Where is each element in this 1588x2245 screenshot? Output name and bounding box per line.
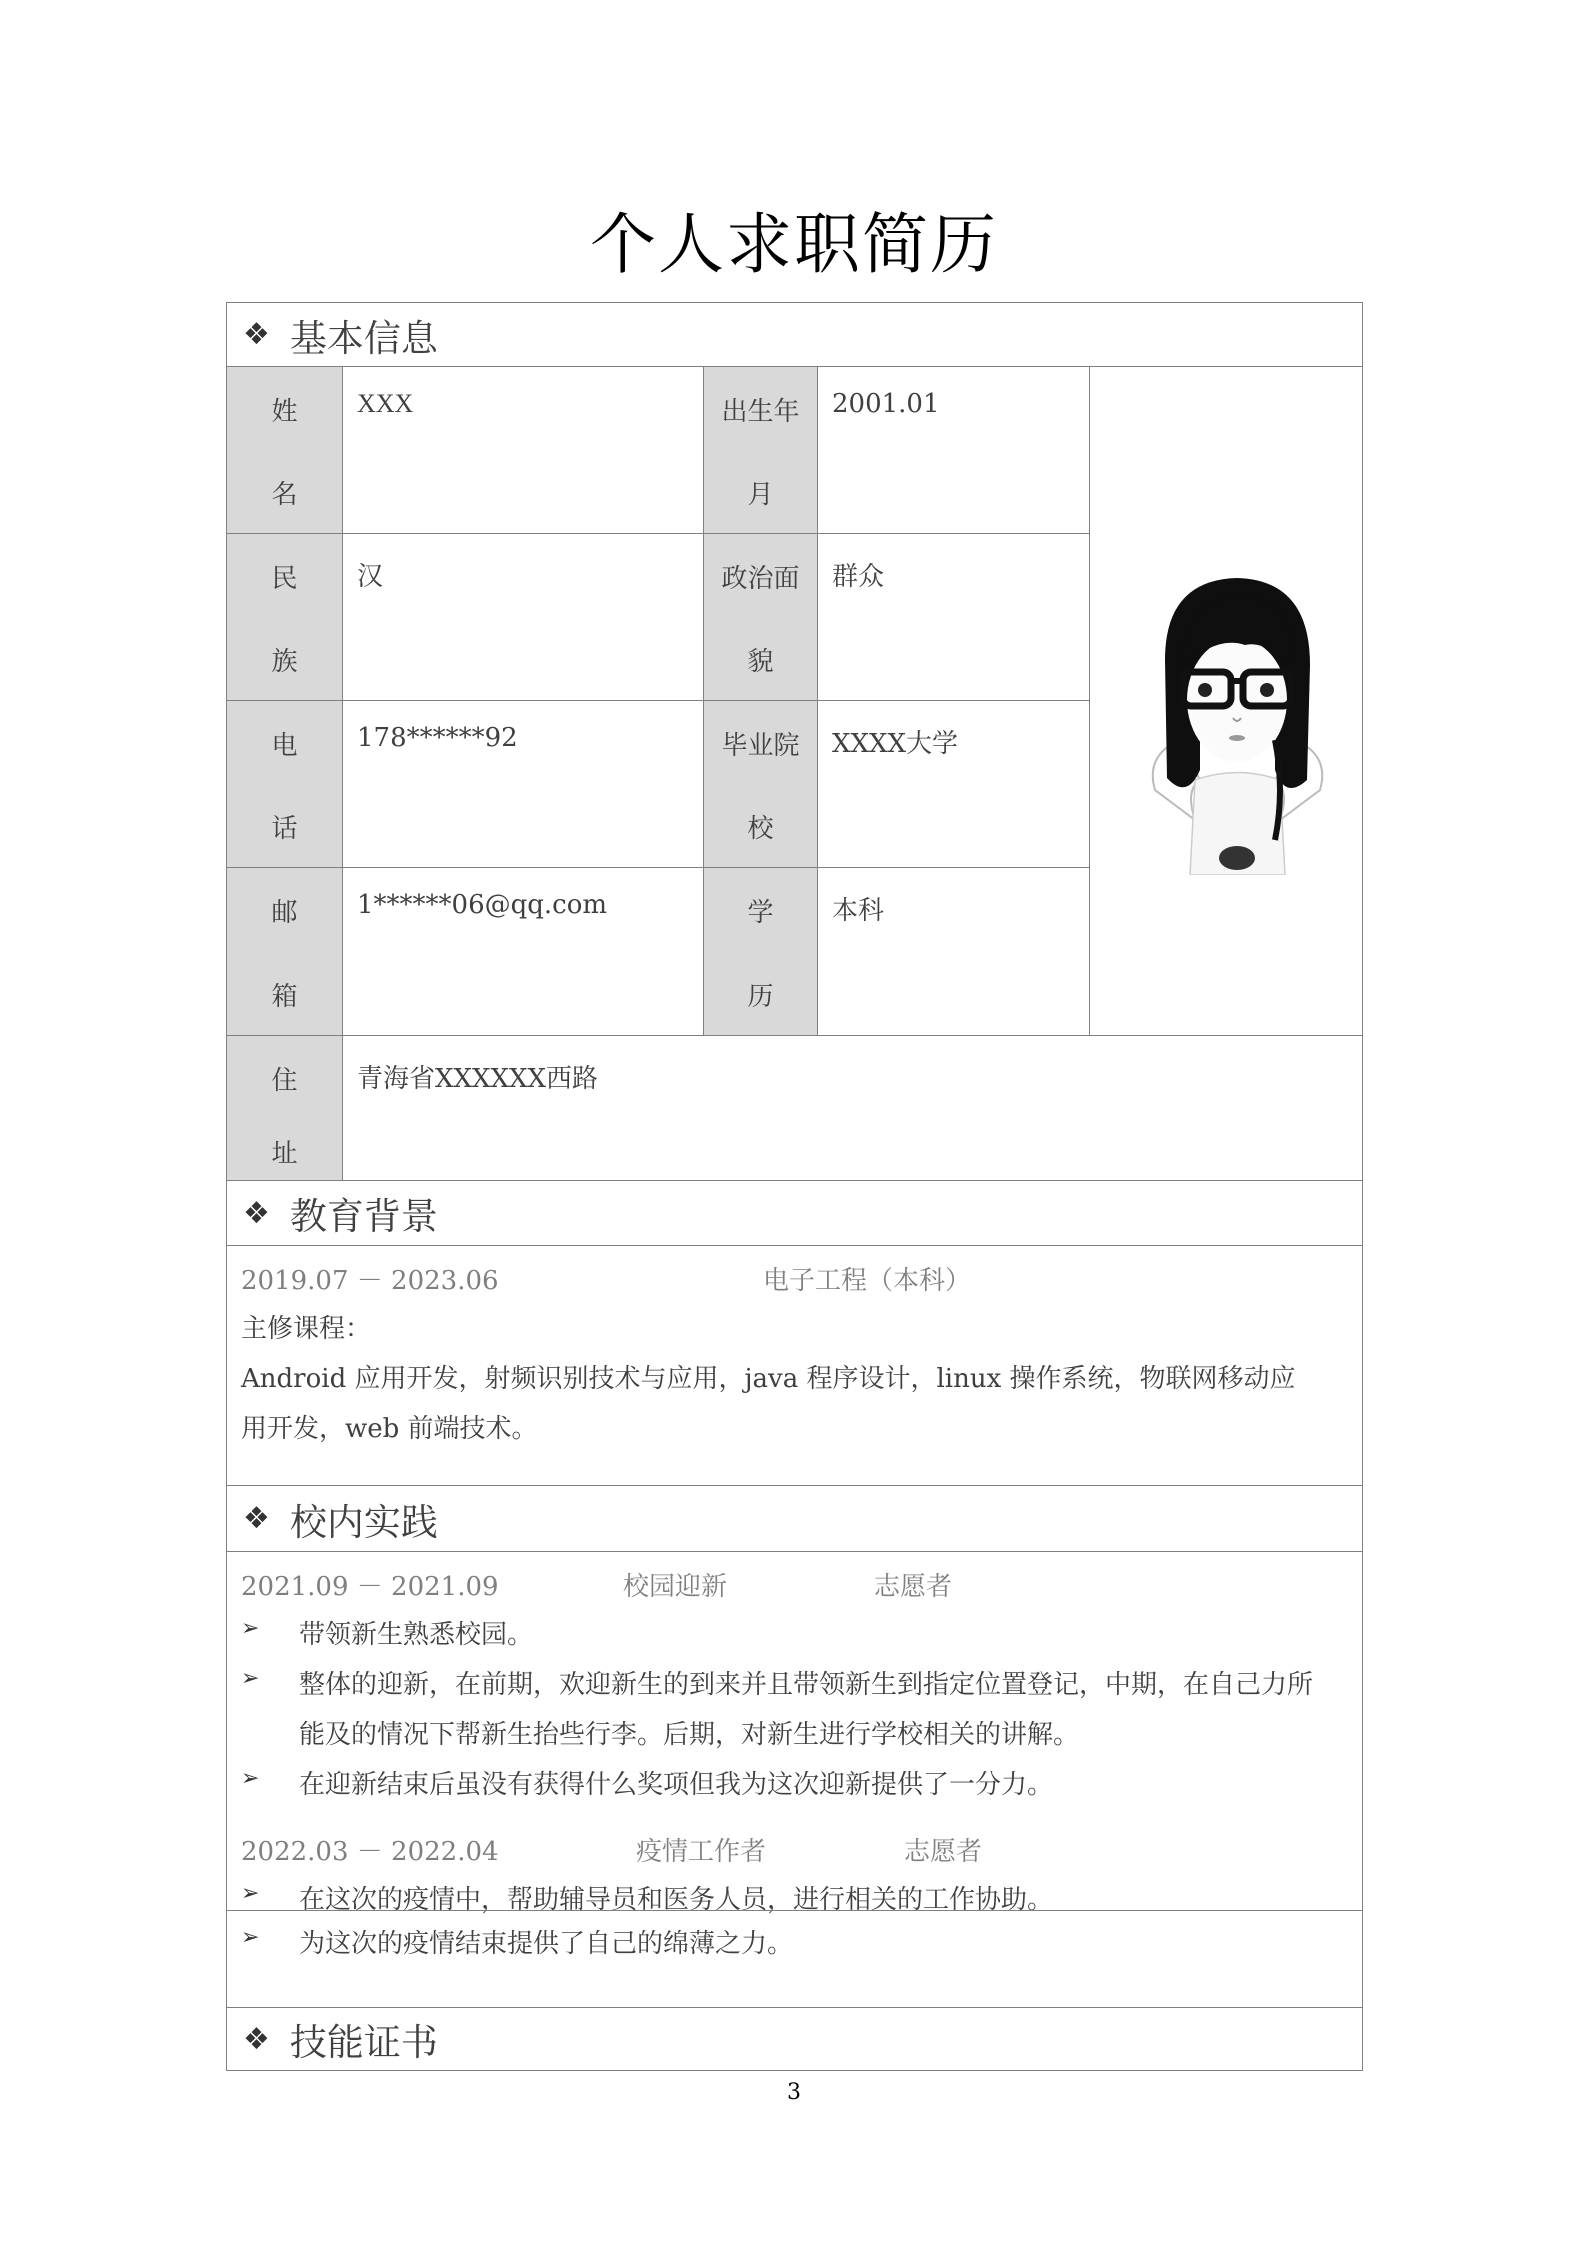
courses-line-2: 用开发，web 前端技术。 bbox=[241, 1414, 538, 1444]
label-text: 话 bbox=[271, 814, 298, 844]
practice-1-title: 校园迎新 bbox=[623, 1572, 728, 1602]
practice-2-bullet-1: 在这次的疫情中，帮助辅导员和医务人员，进行相关的工作协助。 bbox=[299, 1885, 1054, 1915]
value-email: 1******06@qq.com bbox=[342, 867, 704, 1036]
courses-label: 主修课程： bbox=[241, 1314, 372, 1344]
diamond-bullet-icon: ❖ bbox=[243, 1501, 270, 1536]
label-text: 址 bbox=[271, 1139, 298, 1169]
value-name: XXX bbox=[342, 366, 704, 534]
section-header-practice bbox=[226, 1485, 1363, 1552]
practice-1-period: 2021.09 － 2021.09 bbox=[241, 1572, 499, 1602]
page-number: 3 bbox=[787, 2080, 801, 2105]
label-email bbox=[226, 867, 343, 1036]
label-text: 邮 bbox=[271, 898, 298, 928]
label-degree bbox=[703, 867, 818, 1036]
label-text: 学 bbox=[747, 898, 774, 928]
section-header-basic-info bbox=[226, 302, 1363, 367]
label-text: 住 bbox=[271, 1066, 298, 1096]
label-text: 民 bbox=[271, 564, 298, 594]
label-phone bbox=[226, 700, 343, 868]
practice-body-continued bbox=[226, 1910, 1363, 2008]
value-school: XXXX大学 bbox=[817, 700, 1090, 868]
section-title: 基本信息 bbox=[289, 316, 438, 360]
arrow-bullet-icon: ➢ bbox=[241, 1881, 260, 1906]
section-title: 校内实践 bbox=[289, 1500, 438, 1544]
section-title: 技能证书 bbox=[289, 2021, 438, 2064]
label-text: 名 bbox=[271, 480, 298, 510]
courses-line-1: Android 应用开发，射频识别技术与应用，java 程序设计，linux 操作系统，物联网移动应 bbox=[241, 1364, 1296, 1394]
section-header-education bbox=[226, 1180, 1363, 1246]
practice-2-bullet-2: 为这次的疫情结束提供了自己的绵薄之力。 bbox=[299, 1929, 794, 1959]
label-text: 历 bbox=[747, 982, 774, 1012]
practice-1-bullet-2: 整体的迎新，在前期，欢迎新生的到来并且带领新生到指定位置登记，中期，在自己力所 bbox=[299, 1670, 1314, 1700]
education-body bbox=[226, 1245, 1363, 1486]
diamond-bullet-icon: ❖ bbox=[243, 1195, 270, 1231]
label-address bbox=[226, 1035, 343, 1181]
label-birth bbox=[703, 366, 818, 534]
label-text: 出生年 bbox=[721, 397, 800, 427]
label-name bbox=[226, 366, 343, 534]
practice-1-bullet-1: 带领新生熟悉校园。 bbox=[299, 1620, 534, 1650]
practice-2-title: 疫情工作者 bbox=[636, 1837, 767, 1867]
value-degree: 本科 bbox=[817, 867, 1090, 1036]
arrow-bullet-icon: ➢ bbox=[241, 1766, 260, 1791]
education-period: 2019.07 － 2023.06 bbox=[241, 1266, 499, 1296]
value-political-status: 群众 bbox=[817, 533, 1090, 701]
label-text: 毕业院 bbox=[721, 731, 800, 761]
value-phone: 178******92 bbox=[342, 700, 704, 868]
label-text: 貌 bbox=[747, 647, 774, 677]
value-birth: 2001.01 bbox=[817, 366, 1090, 534]
education-major: 电子工程（本科） bbox=[763, 1266, 972, 1296]
label-text: 校 bbox=[747, 814, 774, 844]
arrow-bullet-icon: ➢ bbox=[241, 1666, 260, 1691]
label-school bbox=[703, 700, 818, 868]
label-political-status bbox=[703, 533, 818, 701]
label-text: 箱 bbox=[271, 982, 298, 1012]
arrow-bullet-icon: ➢ bbox=[241, 1616, 260, 1641]
value-ethnicity: 汉 bbox=[342, 533, 704, 701]
label-text: 政治面 bbox=[721, 564, 800, 594]
value-address: 青海省XXXXXX西路 bbox=[342, 1035, 1363, 1181]
practice-body bbox=[226, 1551, 1363, 1915]
label-text: 族 bbox=[271, 647, 298, 677]
arrow-bullet-icon: ➢ bbox=[241, 1925, 260, 1950]
label-text: 姓 bbox=[271, 397, 298, 427]
section-header-skills bbox=[226, 2007, 1363, 2071]
practice-1-role: 志愿者 bbox=[874, 1572, 953, 1602]
practice-2-role: 志愿者 bbox=[904, 1837, 983, 1867]
practice-1-bullet-2-cont: 能及的情况下帮新生抬些行李。后期，对新生进行学校相关的讲解。 bbox=[299, 1720, 1080, 1750]
diamond-bullet-icon: ❖ bbox=[243, 317, 270, 352]
label-text: 电 bbox=[271, 731, 298, 761]
diamond-bullet-icon: ❖ bbox=[243, 2021, 270, 2057]
page-title: 个人求职简历 bbox=[590, 206, 998, 283]
section-title: 教育背景 bbox=[289, 1195, 438, 1238]
practice-2-period: 2022.03 － 2022.04 bbox=[241, 1837, 499, 1867]
label-ethnicity bbox=[226, 533, 343, 701]
practice-1-bullet-3: 在迎新结束后虽没有获得什么奖项但我为这次迎新提供了一分力。 bbox=[299, 1770, 1054, 1800]
avatar bbox=[1125, 540, 1350, 875]
label-text: 月 bbox=[747, 480, 774, 510]
